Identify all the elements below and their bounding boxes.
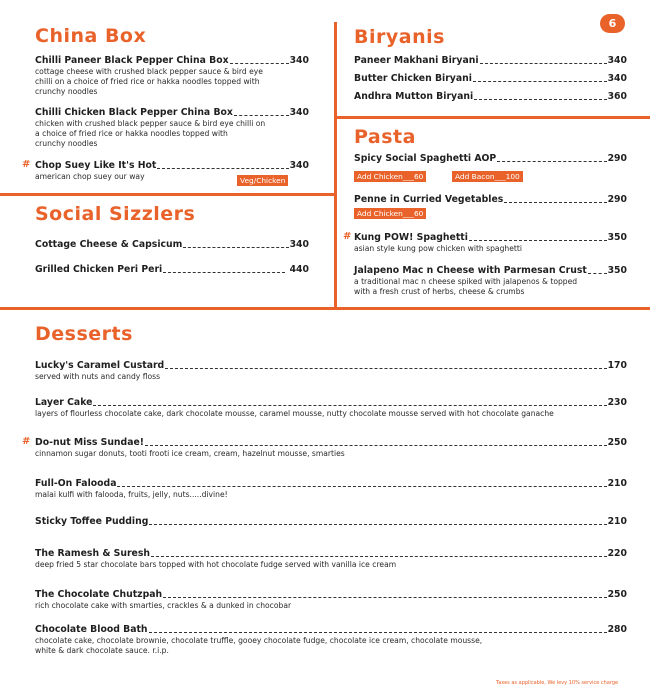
menu-item	[354, 73, 627, 84]
china-box-heading: China Box	[35, 25, 147, 47]
item-description: deep fried 5 star chocolate bars topped with hot chocolate fudge served with vanilla ice cream	[35, 560, 397, 569]
page-number-badge: 6	[600, 14, 625, 33]
add-bacon-tag: Add Bacon___100	[452, 171, 523, 182]
menu-item	[354, 194, 627, 205]
item-name: Kung POW! Spaghetti	[354, 232, 468, 243]
menu-item	[35, 478, 627, 500]
signature-hash-marker: #	[22, 159, 31, 170]
item-price: 340	[289, 239, 309, 250]
item-name: Grilled Chicken Peri Peri	[35, 264, 163, 275]
item-description: cottage cheese with crushed black pepper sauce & bird eye chilli on a choice of fried rice or hakka noodles topped with crunchy noodles	[35, 67, 263, 96]
item-name: Paneer Makhani Biryani	[354, 55, 479, 66]
add-chicken-tag: Add Chicken___60	[354, 208, 426, 219]
desserts-top-divider	[0, 307, 650, 310]
center-vertical-divider	[334, 22, 337, 309]
menu-item	[35, 360, 627, 382]
menu-item	[354, 232, 627, 254]
item-name: Layer Cake	[35, 397, 93, 408]
item-name: Sticky Toffee Pudding	[35, 516, 149, 527]
item-description: asian style kung pow chicken with spaghetti	[354, 244, 522, 253]
menu-item	[35, 589, 627, 611]
veg-chicken-tag: Veg/Chicken	[237, 175, 288, 186]
item-name: Chocolate Blood Bath	[35, 624, 148, 635]
item-name: Chop Suey Like It's Hot	[35, 160, 157, 171]
menu-item	[35, 624, 627, 656]
item-name: The Chocolate Chutzpah	[35, 589, 163, 600]
biryanis-heading: Biryanis	[354, 26, 445, 48]
menu-item	[35, 55, 309, 97]
menu-item	[35, 437, 627, 459]
item-price: 340	[607, 73, 627, 84]
item-description: rich chocolate cake with smarties, crackles & a dunked in chocobar	[35, 601, 292, 610]
item-price: 350	[607, 265, 627, 276]
item-price: 340	[607, 55, 627, 66]
menu-item	[35, 239, 309, 250]
item-name: Spicy Social Spaghetti AOP	[354, 153, 497, 164]
menu-item	[354, 91, 627, 102]
signature-hash-marker: #	[343, 231, 352, 242]
menu-item	[35, 107, 309, 149]
item-price: 210	[607, 516, 627, 527]
item-name: Chilli Chicken Black Pepper China Box	[35, 107, 233, 118]
left-section-divider	[0, 193, 335, 196]
pasta-heading: Pasta	[354, 126, 416, 148]
desserts-heading: Desserts	[35, 323, 133, 345]
tax-footnote: Taxes as applicable, We levy 10% service charge	[496, 680, 619, 686]
right-section-divider	[335, 116, 650, 119]
menu-item	[354, 265, 627, 297]
signature-hash-marker: #	[22, 436, 31, 447]
menu-item	[35, 516, 627, 527]
item-name: Lucky's Caramel Custard	[35, 360, 165, 371]
item-price: 280	[607, 624, 627, 635]
social-sizzlers-heading: Social Sizzlers	[35, 203, 196, 225]
menu-item	[354, 153, 627, 164]
item-description: malai kulfi with falooda, fruits, jelly, nuts.....divine!	[35, 490, 228, 499]
item-name: Penne in Curried Vegetables	[354, 194, 504, 205]
item-description: a traditional mac n cheese spiked with jalapenos & topped with a fresh crust of herbs, cheese & crumbs	[354, 277, 578, 296]
item-price: 340	[289, 55, 309, 66]
menu-item	[35, 397, 627, 419]
menu-item	[35, 548, 627, 570]
item-price: 250	[607, 437, 627, 448]
item-name: Jalapeno Mac n Cheese with Parmesan Crust	[354, 265, 587, 276]
item-price: 290	[607, 153, 627, 164]
item-description: layers of flourless chocolate cake, dark chocolate mousse, caramel mousse, nutty chocolate mousse served with hot chocolate ganache	[35, 409, 554, 418]
item-name: Cottage Cheese & Capsicum	[35, 239, 183, 250]
item-price: 210	[607, 478, 627, 489]
item-price: 290	[607, 194, 627, 205]
item-price: 220	[607, 548, 627, 559]
menu-item	[35, 264, 309, 275]
item-price: 440	[289, 264, 309, 275]
item-name: Butter Chicken Biryani	[354, 73, 472, 84]
item-price: 230	[607, 397, 627, 408]
menu-item	[354, 55, 627, 66]
item-description: chicken with crushed black pepper sauce & bird eye chilli on a choice of fried rice or hakka noodles topped with crunchy noodles	[35, 119, 266, 148]
item-name: Full-On Falooda	[35, 478, 117, 489]
item-price: 340	[289, 160, 309, 171]
item-price: 350	[607, 232, 627, 243]
item-price: 360	[607, 91, 627, 102]
item-description: cinnamon sugar donuts, tooti frooti ice cream, cream, hazelnut mousse, smarties	[35, 449, 345, 458]
item-description: american chop suey our way	[35, 172, 145, 181]
item-price: 250	[607, 589, 627, 600]
item-description: served with nuts and candy floss	[35, 372, 161, 381]
item-price: 170	[607, 360, 627, 371]
item-name: The Ramesh & Suresh	[35, 548, 151, 559]
item-price: 340	[289, 107, 309, 118]
item-name: Andhra Mutton Biryani	[354, 91, 474, 102]
add-chicken-tag: Add Chicken___60	[354, 171, 426, 182]
item-description: chocolate cake, chocolate brownie, chocolate truffle, gooey chocolate fudge, chocolate ice cream, chocolate mousse, white & dark chocolate sauce. r.i.p.	[35, 636, 483, 655]
item-name: Do-nut Miss Sundae!	[35, 437, 145, 448]
item-name: Chilli Paneer Black Pepper China Box	[35, 55, 229, 66]
